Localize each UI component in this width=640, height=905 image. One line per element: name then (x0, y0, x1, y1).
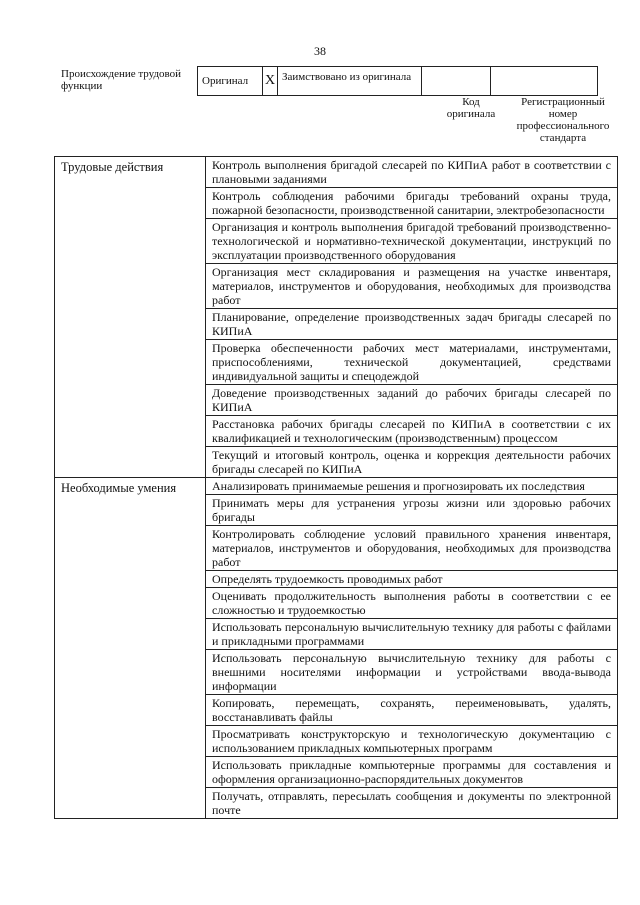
table-cell-item: Текущий и итоговый контроль, оценка и коррекция деятельности рабочих бригады слесарей по КИПиА (206, 447, 618, 478)
table-cell-item: Использовать персональную вычислительную технику для работы с внешними носителями информации и устройствами ввода-вывода информации (206, 650, 618, 695)
table-cell-item: Использовать персональную вычислительную технику для работы с файлами и прикладными программами (206, 619, 618, 650)
section-title: Трудовые действия (55, 157, 206, 478)
table-cell-item: Контроль соблюдения рабочими бригады требований охраны труда, пожарной безопасности, производственной санитарии, электробезопасности (206, 188, 618, 219)
page-number: 38 (314, 44, 326, 58)
table-cell-item: Определять трудоемкость проводимых работ (206, 571, 618, 588)
table-row (55, 478, 618, 495)
table-cell-item: Доведение производственных заданий до рабочих бригады слесарей по КИПиА (206, 385, 618, 416)
code-original-label: Код оригинала (446, 96, 496, 120)
origin-original-cell: Оригинал (198, 67, 263, 96)
origin-mark-cell: X (263, 67, 278, 96)
table-cell-item: Просматривать конструкторскую и технологическую документацию с использованием прикладных компьютерных программ (206, 726, 618, 757)
table-cell-item: Расстановка рабочих бригады слесарей по КИПиА в соответствии с их квалификацией и технологическим (производственным) процессом (206, 416, 618, 447)
table-cell-item: Планирование, определение производственных задач бригады слесарей по КИПиА (206, 309, 618, 340)
origin-borrowed-cell: Заимствовано из оригинала (278, 67, 422, 96)
labor-function-table (54, 156, 618, 819)
table-cell-item: Проверка обеспеченности рабочих мест материалами, инструментами, приспособлениями, технической документацией, средствами индивидуальной защиты и спецодеждой (206, 340, 618, 385)
origin-code-cell (422, 67, 491, 96)
table-cell-item: Копировать, перемещать, сохранять, переименовывать, удалять, восстанавливать файлы (206, 695, 618, 726)
origin-reg-cell (491, 67, 598, 96)
table-cell-item: Получать, отправлять, пересылать сообщения и документы по электронной почте (206, 788, 618, 819)
section-title: Необходимые умения (55, 478, 206, 819)
table-cell-item: Оценивать продолжительность выполнения работы в соответствии с ее сложностью и трудоемкостью (206, 588, 618, 619)
table-cell-item: Организация мест складирования и размещения на участке инвентаря, материалов, инструментов и оборудования, необходимых для производства работ (206, 264, 618, 309)
table-cell-item: Контролировать соблюдение условий правильного хранения инвентаря, материалов, инструментов и оборудования, необходимых для производства работ (206, 526, 618, 571)
table-cell-item: Организация и контроль выполнения бригадой требований производственно-технологической и нормативно-технической документации, инструкций по эксплуатации производственного оборудования (206, 219, 618, 264)
origin-table (197, 66, 598, 96)
table-row (55, 157, 618, 188)
table-cell-item: Использовать прикладные компьютерные программы для составления и оформления организационно-распорядительных документов (206, 757, 618, 788)
origin-label: Происхождение трудовой функции (61, 68, 182, 92)
table-cell-item: Контроль выполнения бригадой слесарей по КИПиА работ в соответствии с плановыми заданиями (206, 157, 618, 188)
table-cell-item: Анализировать принимаемые решения и прогнозировать их последствия (206, 478, 618, 495)
registration-number-label: Регистрационный номер профессионального стандарта (516, 96, 610, 144)
table-cell-item: Принимать меры для устранения угрозы жизни или здоровью рабочих бригады (206, 495, 618, 526)
